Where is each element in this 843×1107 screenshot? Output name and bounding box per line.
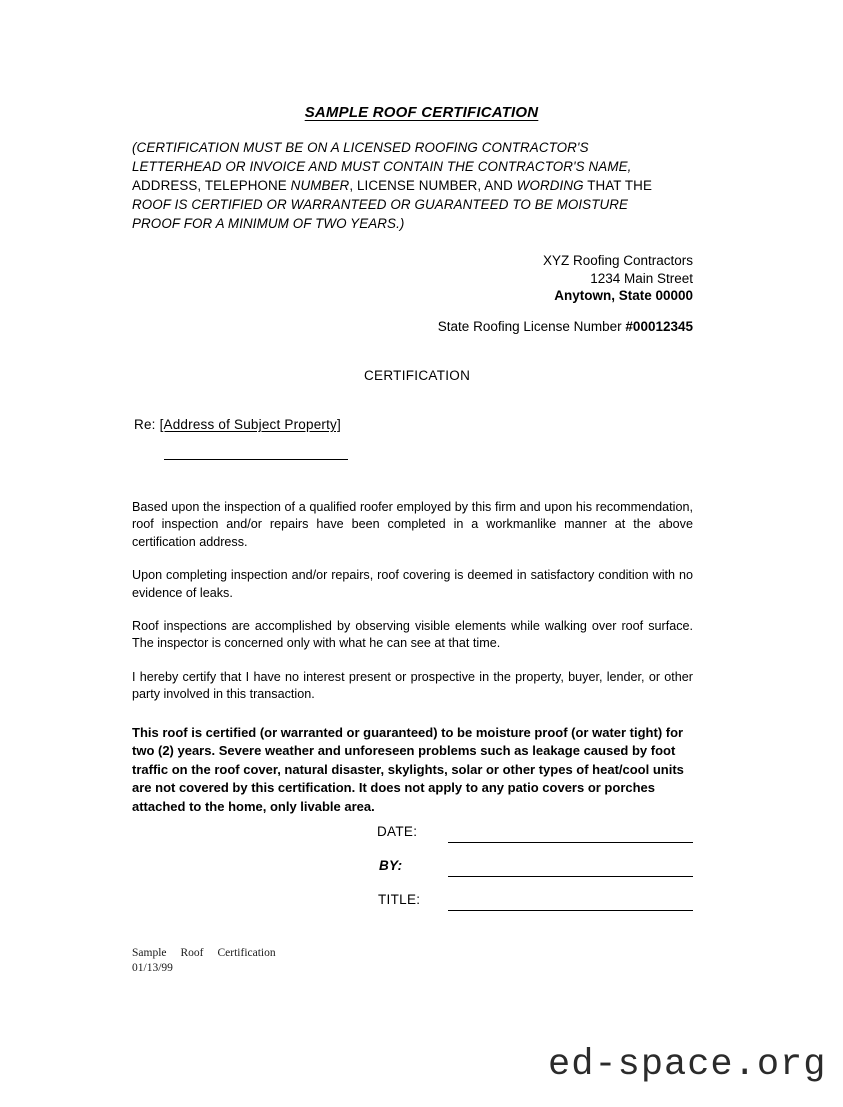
- intro-line-2: LETTERHEAD OR INVOICE AND MUST CONTAIN THE CONTRACTOR'S NAME,: [132, 159, 632, 174]
- contractor-street: 1234 Main Street: [590, 270, 693, 286]
- license-number: #00012345: [625, 319, 693, 334]
- date-signature-line[interactable]: [448, 842, 693, 843]
- footer-date: 01/13/99: [132, 962, 173, 974]
- page-title: [0, 104, 843, 121]
- intro-line-4: ROOF IS CERTIFIED OR WARRANTEED OR GUARANTEED TO BE MOISTURE: [132, 197, 629, 212]
- date-label: DATE:: [377, 824, 418, 839]
- signature-row-title: [377, 892, 697, 926]
- signature-block: [377, 824, 697, 926]
- contractor-city-state-zip: Anytown, State 00000: [554, 288, 693, 303]
- warranty-statement: This roof is certified (or warranted or guaranteed) to be moisture proof (or water tight) for two (2) years. Severe weather and unforeseen problems such as leakage caused by foot traffic on the roof cover, natural disaster, skylights, solar or other types of heat/cool units are not covered by this certification. It does not apply to any patio covers or porches attached to the home, only livable area.: [132, 724, 684, 815]
- footer-word-sample: Sample: [132, 947, 167, 959]
- footer-word-roof: Roof: [180, 947, 204, 959]
- document-footer: [132, 946, 290, 976]
- intro-line-3-number: NUMBER: [290, 178, 350, 193]
- intro-line-3-part-a: ADDRESS, TELEPHONE: [132, 178, 291, 193]
- contractor-name: XYZ Roofing Contractors: [542, 253, 693, 268]
- footer-name-line: [132, 946, 290, 961]
- footer-word-certification: Certification: [217, 947, 276, 959]
- signature-row-by: [377, 858, 697, 892]
- title-label: TITLE:: [378, 892, 421, 907]
- re-subject-property: [Address of Subject Property]: [159, 417, 341, 432]
- re-line: [134, 417, 341, 432]
- watermark: ed-space.org: [548, 1044, 827, 1086]
- intro-line-1: (CERTIFICATION MUST BE ON A LICENSED ROOFING CONTRACTOR'S: [132, 140, 589, 155]
- paragraph-4: I hereby certify that I have no interest present or prospective in the property, buyer, lender, or other party involved in this transaction.: [132, 669, 693, 702]
- license-line: [340, 319, 693, 334]
- title-signature-line[interactable]: [448, 910, 693, 911]
- intro-line-3: [132, 176, 692, 195]
- license-label: State Roofing License Number: [437, 319, 622, 334]
- body-paragraphs: [132, 499, 693, 817]
- by-label: BY:: [379, 858, 403, 873]
- intro-line-3-wording: WORDING: [516, 178, 584, 193]
- contractor-address-block: [340, 252, 693, 305]
- re-label: Re:: [134, 417, 156, 432]
- certification-heading: CERTIFICATION: [364, 368, 471, 383]
- paragraph-2: Upon completing inspection and/or repairs, roof covering is deemed in satisfactory condition with no evidence of leaks.: [132, 568, 693, 600]
- paragraph-1: Based upon the inspection of a qualified roofer employed by this firm and upon his recommendation, roof inspection and/or repairs have been completed in a workmanlike manner at the above certification address.: [132, 500, 693, 549]
- by-signature-line[interactable]: [448, 876, 693, 877]
- intro-line-5: PROOF FOR A MINIMUM OF TWO YEARS.): [132, 216, 405, 231]
- paragraph-3: Roof inspections are accomplished by observing visible elements while walking over roof surface. The inspector is concerned only with what he can see at that time.: [132, 619, 693, 651]
- signature-row-date: [377, 824, 697, 858]
- intro-line-3-part-c: , LICENSE NUMBER, AND: [349, 178, 517, 193]
- blank-address-rule: [164, 459, 348, 460]
- page-title-text: SAMPLE ROOF CERTIFICATION: [304, 104, 539, 121]
- intro-line-3-part-e: THAT THE: [583, 178, 652, 193]
- intro-instructions: [132, 138, 692, 233]
